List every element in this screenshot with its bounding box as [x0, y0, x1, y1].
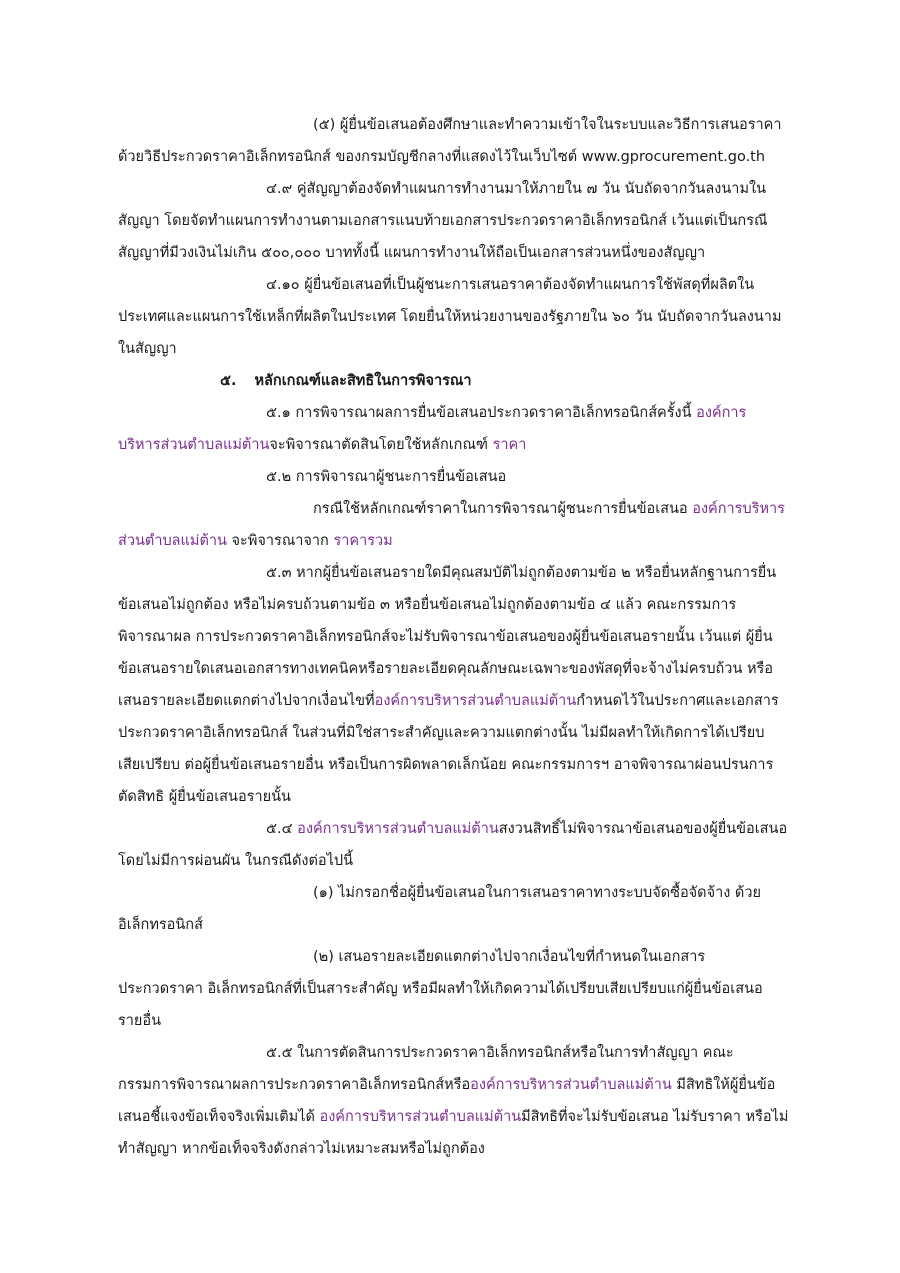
text-line: พิจารณาผล การประกวดราคาอิเล็กทรอนิกส์จะไม่รับพิจารณาข้อเสนอของผู้ยื่นข้อเสนอรายนั้น เว้นแต่ ผู้ยื่น — [118, 629, 773, 645]
text-line: ทำสัญญา หากข้อเท็จจริงดังกล่าวไม่เหมาะสมหรือไม่ถูกต้อง — [118, 1141, 485, 1157]
highlight-span: องค์การ — [696, 405, 747, 421]
text-line: สัญญาที่มีวงเงินไม่เกิน ๕๐๐,๐๐๐ บาททั้งนี้ แผนการทำงานให้ถือเป็นเอกสารส่วนหนึ่งของสัญญา — [118, 245, 706, 261]
text-line — [118, 1075, 775, 1095]
text-line: ประกวดราคา อิเล็กทรอนิกส์ที่เป็นสาระสำคัญ หรือมีผลทำให้เกิดความได้เปรียบเสียเปรียบแก่ผู้ยื่นข้อเสนอ — [118, 981, 763, 997]
text-span: จะพิจารณาจาก — [226, 533, 334, 549]
text-line — [118, 435, 526, 455]
text-line — [118, 1107, 788, 1127]
text-line: ด้วยวิธีประกวดราคาอิเล็กทรอนิกส์ ของกรมบัญชีกลางที่แสดงไว้ในเว็บไซต์ www.gprocurement.go.th — [118, 149, 766, 165]
section-title: หลักเกณฑ์และสิทธิในการพิจารณา — [254, 373, 472, 389]
text-line: ข้อเสนอรายใดเสนอเอกสารทางเทคนิคหรือรายละเอียดคุณลักษณะเฉพาะของพัสดุที่จะจ้างไม่ครบถ้วน หรือ — [118, 661, 774, 677]
highlight-span: ราคา — [492, 437, 527, 453]
clause-5-3-line: ๕.๓ หากผู้ยื่นข้อเสนอรายใดมีคุณสมบัติไม่ถูกต้องตามข้อ ๒ หรือยื่นหลักฐานการยื่น — [266, 565, 777, 581]
text-line: เสียเปรียบ ต่อผู้ยื่นข้อเสนอรายอื่น หรือเป็นการผิดพลาดเล็กน้อย คณะกรรมการฯ อาจพิจารณาผ่อนปรนการ — [118, 757, 774, 773]
text-line: อิเล็กทรอนิกส์ — [118, 917, 203, 933]
text-span: กรณีใช้หลักเกณฑ์ราคาในการพิจารณาผู้ชนะการยื่นข้อเสนอ — [313, 501, 693, 517]
highlight-span: องค์การบริหารส่วนตำบลแม่ต้าน — [319, 1109, 522, 1125]
highlight-span: ส่วนตำบลแม่ต้าน — [118, 533, 227, 549]
clause-4-10-line: ๔.๑๐ ผู้ยื่นข้อเสนอที่เป็นผู้ชนะการเสนอราคาต้องจัดทำแผนการใช้พัสดุที่ผลิตใน — [266, 277, 755, 293]
text-line: ประกวดราคาอิเล็กทรอนิกส์ ในส่วนที่มิใช่สาระสำคัญและความแตกต่างนั้น ไม่มีผลทำให้เกิดการได้เปรียบ — [118, 725, 765, 741]
text-line: ในสัญญา — [118, 341, 177, 357]
text-line — [313, 499, 785, 519]
clause-5-4-line — [266, 819, 787, 839]
item-5-line: (๕) ผู้ยื่นข้อเสนอต้องศึกษาและทำความเข้าใจในระบบและวิธีการเสนอราคา — [313, 117, 782, 133]
section-5-heading — [220, 371, 472, 391]
clause-5-5-line: ๕.๕ ในการตัดสินการประกวดราคาอิเล็กทรอนิกส์หรือในการทำสัญญา คณะ — [266, 1045, 734, 1061]
highlight-span: องค์การบริหารส่วนตำบลแม่ต้าน — [374, 693, 577, 709]
text-line — [118, 531, 393, 551]
clause-5-1-line — [266, 403, 746, 423]
section-number: ๕. — [220, 373, 237, 389]
text-line: ตัดสิทธิ ผู้ยื่นข้อเสนอรายนั้น — [118, 789, 291, 805]
text-span: เสนอชี้แจงข้อเท็จจริงเพิ่มเติมได้ — [118, 1109, 320, 1125]
item-2-line: (๒) เสนอรายละเอียดแตกต่างไปจากเงื่อนไขที่กำหนดในเอกสาร — [313, 949, 706, 965]
text-span: มีสิทธิที่จะไม่รับข้อเสนอ ไม่รับราคา หรือไม่ — [521, 1109, 789, 1125]
text-span: มีสิทธิให้ผู้ยื่นข้อ — [671, 1077, 776, 1093]
text-span: ๕.๑ การพิจารณาผลการยื่นข้อเสนอประกวดราคาอิเล็กทรอนิกส์ครั้งนี้ — [266, 405, 697, 421]
text-line: รายอื่น — [118, 1013, 162, 1029]
highlight-span: องค์การบริหารส่วนตำบลแม่ต้าน — [297, 821, 499, 837]
item-1-line: (๑) ไม่กรอกชื่อผู้ยื่นข้อเสนอในการเสนอราคาทางระบบจัดซื้อจัดจ้าง ด้วย — [313, 885, 761, 901]
text-line: สัญญา โดยจัดทำแผนการทำงานตามเอกสารแนบท้ายเอกสารประกวดราคาอิเล็กทรอนิกส์ เว้นแต่เป็นกรณี — [118, 213, 768, 229]
text-span: กำหนดไว้ในประกาศและเอกสาร — [576, 693, 779, 709]
text-span: ๕.๔ — [266, 821, 298, 837]
highlight-span: บริหารส่วนตำบลแม่ต้าน — [118, 437, 270, 453]
clause-5-2-line: ๕.๒ การพิจารณาผู้ชนะการยื่นข้อเสนอ — [266, 469, 507, 485]
text-line: โดยไม่มีการผ่อนผัน ในกรณีดังต่อไปนี้ — [118, 853, 353, 869]
text-line: ประเทศและแผนการใช้เหล็กที่ผลิตในประเทศ โดยยื่นให้หน่วยงานของรัฐภายใน ๖๐ วัน นับถัดจากวันลงนาม — [118, 309, 782, 325]
highlight-span: ราคารวม — [333, 533, 393, 549]
text-span: กรรมการพิจารณาผลการประกวดราคาอิเล็กทรอนิกส์หรือ — [118, 1077, 471, 1093]
highlight-span: องค์การบริหาร — [692, 501, 785, 517]
clause-4-9-line: ๔.๙ คู่สัญญาต้องจัดทำแผนการทำงานมาให้ภายใน ๗ วัน นับถัดจากวันลงนามใน — [266, 181, 766, 197]
highlight-span: องค์การบริหารส่วนตำบลแม่ต้าน — [470, 1077, 672, 1093]
text-line — [118, 691, 779, 711]
text-span: เสนอรายละเอียดแตกต่างไปจากเงื่อนไขที่ — [118, 693, 375, 709]
text-line: ข้อเสนอไม่ถูกต้อง หรือไม่ครบถ้วนตามข้อ ๓ หรือยื่นข้อเสนอไม่ถูกต้องตามข้อ ๔ แล้ว คณะกรรมการ — [118, 597, 737, 613]
text-span: สงวนสิทธิ์ไม่พิจารณาข้อเสนอของผู้ยื่นข้อเสนอ — [498, 821, 788, 837]
text-span: จะพิจารณาตัดสินโดยใช้หลักเกณฑ์ — [269, 437, 493, 453]
